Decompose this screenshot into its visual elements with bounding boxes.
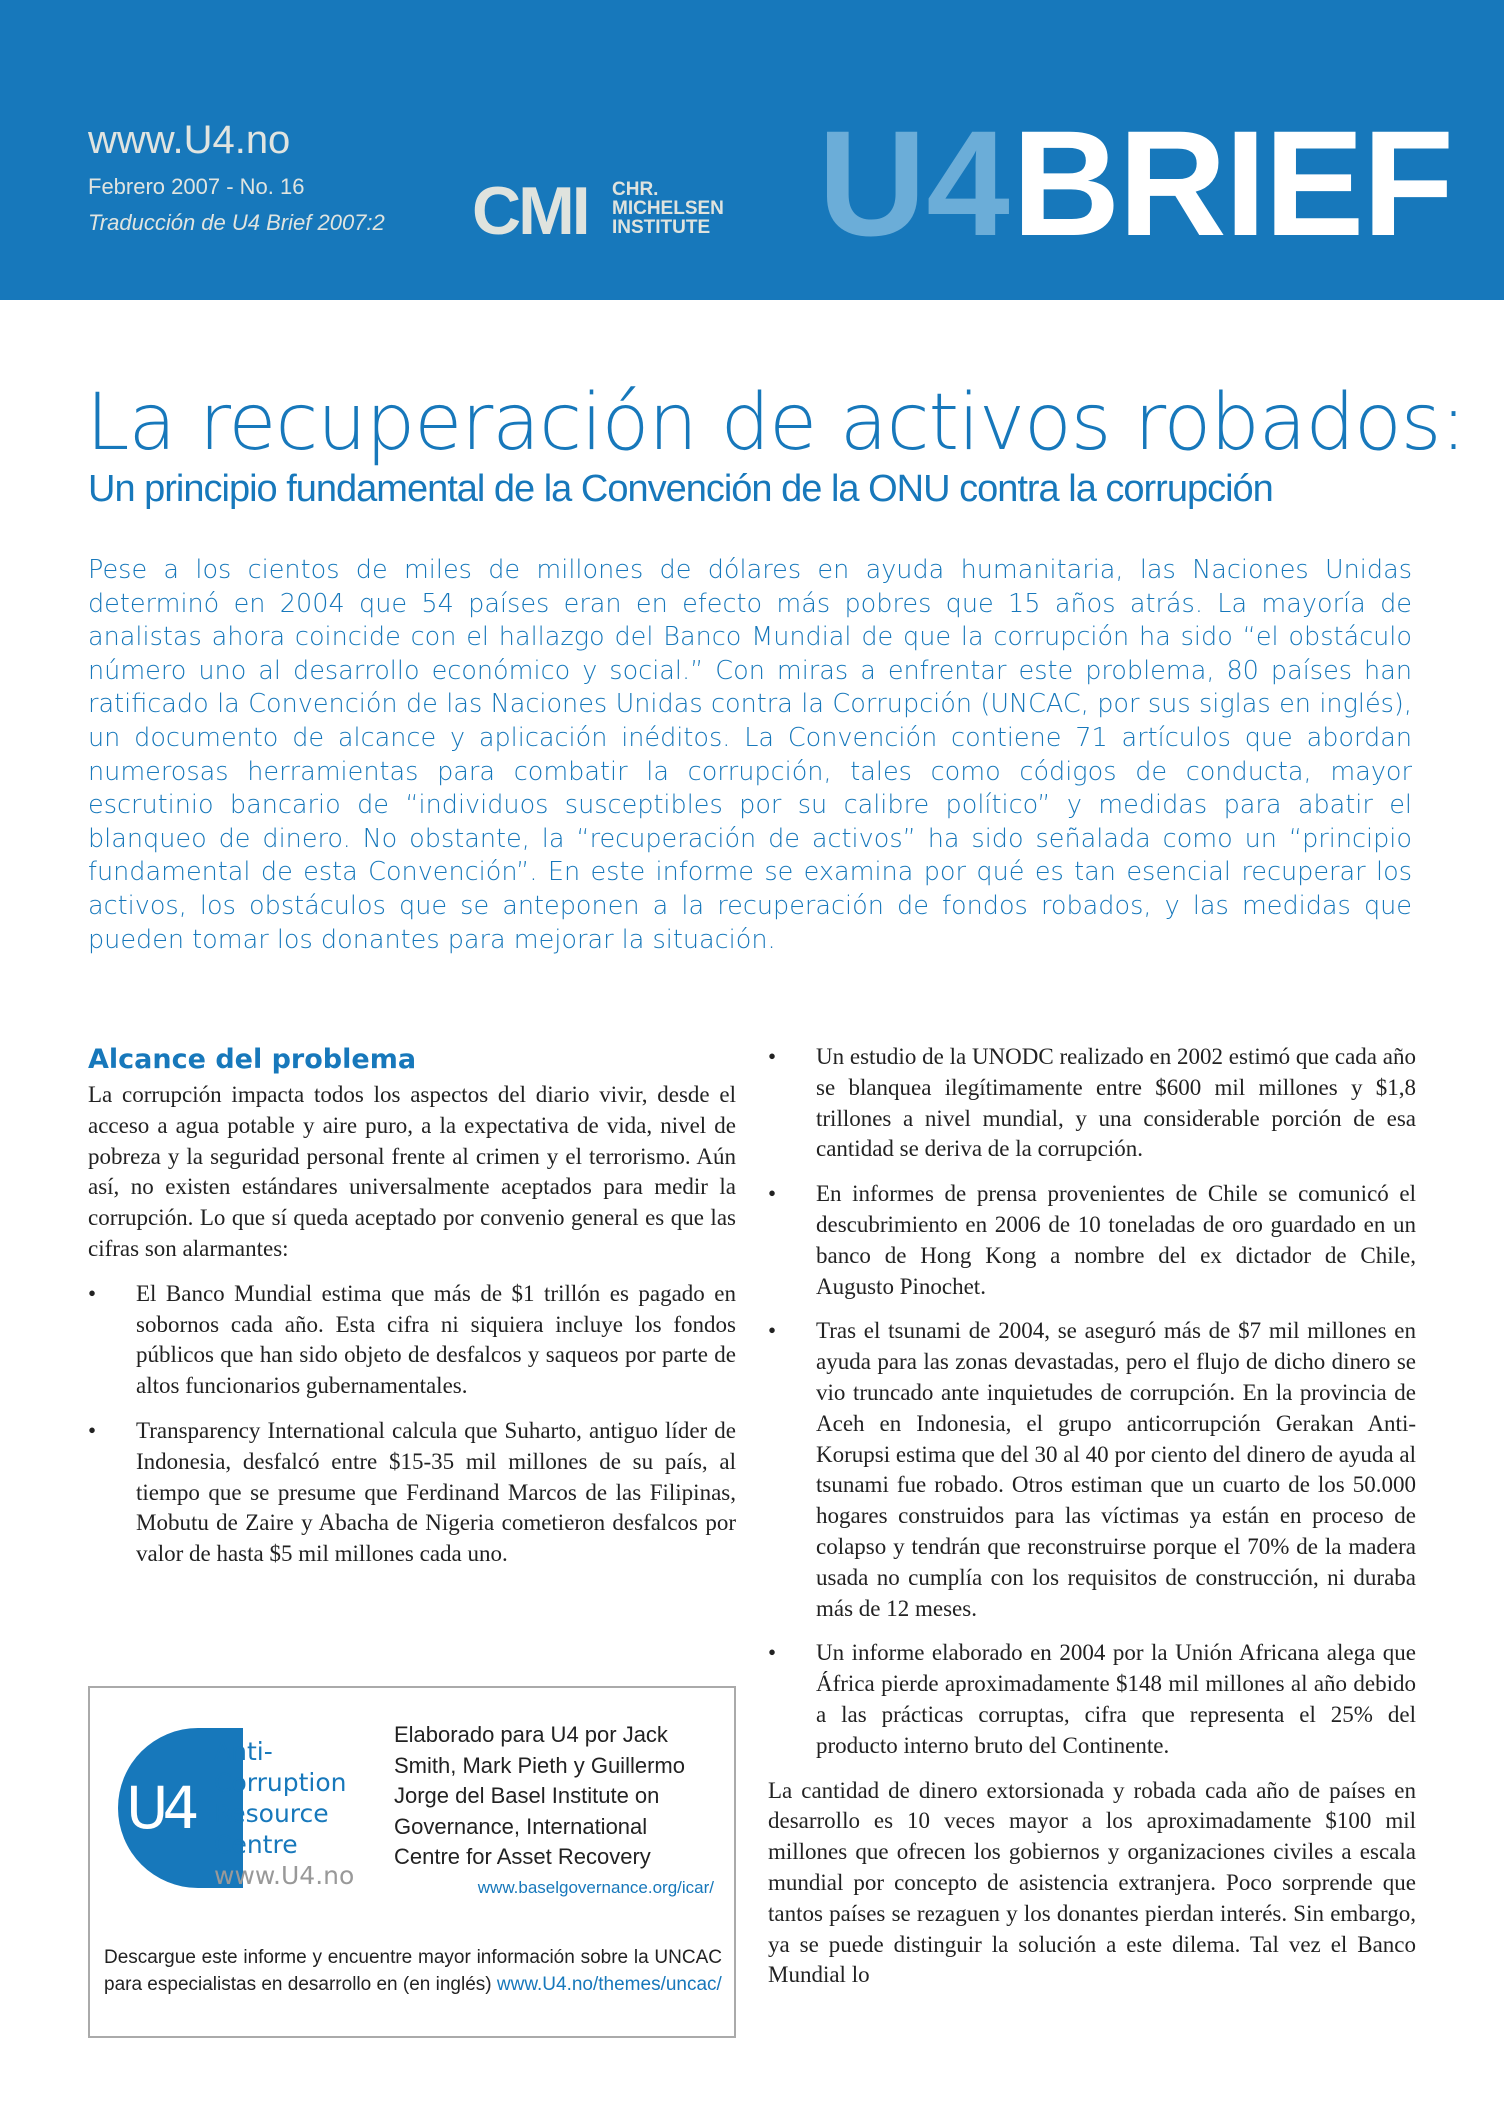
u4-centre-name [214, 1736, 354, 1891]
body-paragraph: La cantidad de dinero extorsionada y robada cada año de países en desarrollo es 10 veces mayor a los aproximadamente $100 mil millones que ofrecen los gobiernos y organizaciones civiles a escala mundial por concepto de asistencia extranjera. Poco sorprende que tantos países se rezaguen y los donantes pierdan interés. Sin embargo, ya se puede distinguir la solución a este dilema. Tal vez el Banco Mundial lo [768, 1777, 1416, 1988]
cmi-logo: CMI [472, 173, 588, 249]
authors [394, 1720, 714, 1903]
cmi-line: INSTITUTE [612, 217, 711, 238]
list-item: • Tras el tsunami de 2004, se aseguró más de $7 mil millones en ayuda para las zonas devastadas, pero el flujo de dicho dinero se vio truncado ante inquietudes de corrupción. En la provincia de Aceh en Indonesia, el grupo anticorrupción Gerakan Anti-Korupsi estima que del 30 al 40 por ciento del dinero de ayuda al tsunami fue robado. Otros estiman que un cuarto de los 50.000 hogares construidos para las víctimas ya están en proceso de colapso y tendrán que reconstruirse porque el 70% de la madera usada no cumplía con los requisitos de construcción, ni duraba más de 12 meses. [768, 1316, 1416, 1624]
u4-url[interactable]: www.U4.no [88, 118, 291, 162]
brief-logo: BRIEF [1012, 99, 1452, 267]
bullet-list [768, 1042, 1416, 1762]
body-paragraph: La corrupción impacta todos los aspectos del diario vivir, desde el acceso a agua potable y aire puro, a la expectativa de vida, nivel de pobreza y la seguridad personal frente al crimen y el terrorismo. Aún así, no existen estándares universalmente aceptados para medir la corrupción. Lo que sí queda aceptado por convenio general es que las cifras son alarmantes: [88, 1082, 736, 1261]
author-box [88, 1686, 736, 2038]
basel-link[interactable]: www.baselgovernance.org/icar/ [477, 1877, 714, 1897]
left-column [88, 1040, 736, 1570]
header-banner [0, 0, 1504, 300]
u4-centre-logo: U4 [118, 1728, 243, 1888]
cmi-logo-text [612, 180, 724, 237]
list-item: • En informes de prensa provenientes de Chile se comunicó el descubrimiento en 2006 de 10 toneladas de oro guardado en un banco de Hong Kong a nombre del ex dictador de Chile, Augusto Pinochet. [768, 1179, 1416, 1302]
u4-logo: U4 [818, 99, 1010, 267]
intro-paragraph: Pese a los cientos de miles de millones de dólares en ayuda humanitaria, las Naciones Unidas determinó en 2004 que 54 países eran en efecto más pobres que 15 años atrás. La mayoría de analistas ahora coincide con el hallazgo del Banco Mundial de que la corrupción ha sido “el obstáculo número uno al desarrollo económico y social.” Con miras a enfrentar este problema, 80 países han ratificado la Convención de las Naciones Unidas contra la Corrupción (UNCAC, por sus siglas en inglés), un documento de alcance y aplicación inéditos. La Convención contiene 71 artículos que abordan numerosas herramientas para combatir la corrupción, tales como códigos de conducta, mayor escrutinio bancario de “individuos susceptibles por su calibre político” y medidas para abatir el blanqueo de dinero. No obstante, la “recuperación de activos” ha sido señalada como un “principio fundamental de esta Convención”. En este informe se examina por qué es tan esencial recuperar los activos, los obstáculos que se anteponen a la recuperación de fondos robados, y las medidas que pueden tomar los donantes para mejorar la situación. [88, 555, 1412, 955]
page-title: La recuperación de activos robados: [86, 378, 1466, 468]
download-text: Descargue este informe y encuentre mayor información sobre la UNCAC para especialistas en desarrollo en (en inglés) [104, 1947, 722, 1995]
bullet-list [88, 1279, 736, 1570]
authors-text: Elaborado para U4 por Jack Smith, Mark Pieth y Guillermo Jorge del Basel Institute on Governance, International Centre for Asset Recovery [394, 1722, 685, 1869]
cmi-line: MICHELSEN [612, 198, 724, 219]
page-subtitle: Un principio fundamental de la Convención de la ONU contra la corrupción [88, 468, 1273, 510]
issue-date: Febrero 2007 - No. 16 [88, 174, 305, 199]
centre-url[interactable]: www.U4.no [214, 1861, 355, 1890]
translation-note: Traducción de U4 Brief 2007:2 [88, 210, 385, 235]
right-column [768, 1042, 1416, 1991]
list-item: • Un informe elaborado en 2004 por la Unión Africana alega que África pierde aproximadamente $148 mil millones al año debido a las prácticas corruptas, cifra que representa el 25% del producto interno bruto del Continente. [768, 1638, 1416, 1761]
download-note [104, 1944, 722, 1998]
centre-line: Centre [214, 1830, 298, 1859]
uncac-link[interactable]: www.U4.no/themes/uncac/ [496, 1974, 722, 1995]
list-item: • Transparency International calcula que Suharto, antiguo líder de Indonesia, desfalcó entre $15-35 mil millones de su país, al tiempo que se presume que Ferdinand Marcos de las Filipinas, Mobutu de Zaire y Abacha de Nigeria cometieron desfalcos por valor de hasta $5 mil millones cada uno. [88, 1416, 736, 1570]
centre-line: Resource [214, 1799, 329, 1828]
centre-line: Anti- [214, 1737, 273, 1766]
list-item: • El Banco Mundial estima que más de $1 trillón es pagado en sobornos cada año. Esta cifra ni siquiera incluye los fondos públicos que han sido objeto de desfalcos y saqueos por parte de altos funcionarios gubernamentales. [88, 1279, 736, 1402]
list-item: • Un estudio de la UNODC realizado en 2002 estimó que cada año se blanquea ilegítimamente entre $600 mil millones y $1,8 trillones a nivel mundial, y una considerable porción de esa cantidad se deriva de la corrupción. [768, 1042, 1416, 1165]
centre-line: Corruption [214, 1768, 347, 1797]
section-heading: Alcance del problema [88, 1044, 417, 1075]
cmi-line: CHR. [612, 179, 659, 200]
